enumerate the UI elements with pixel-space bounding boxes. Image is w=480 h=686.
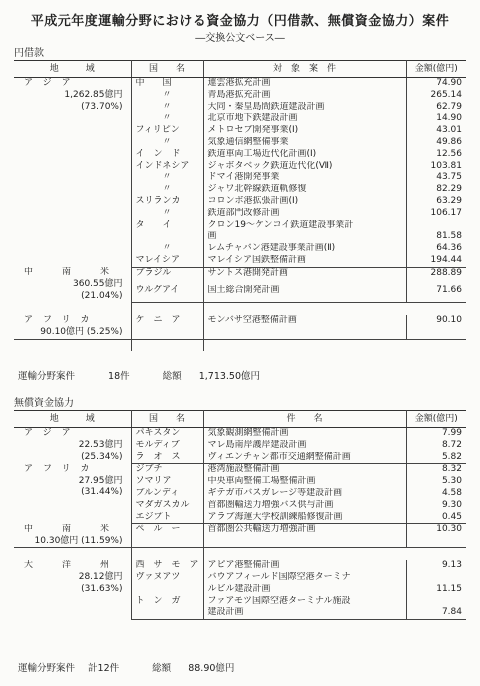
amount-cell: 49.86 <box>436 136 462 147</box>
amount-cell: 106.17 <box>430 207 462 218</box>
table-row <box>14 303 466 315</box>
project-cell: 国土総合開発計画 <box>203 285 406 303</box>
table-row <box>14 464 466 476</box>
region-amount: 1,262.85億円 <box>64 89 123 100</box>
country-cell: インドネシア <box>131 161 203 173</box>
grant-section-label: 無償資金協力 <box>14 398 74 409</box>
country-cell <box>131 607 203 619</box>
header-region: 地 域 <box>14 411 131 428</box>
country-cell: ソマリア <box>131 476 203 488</box>
header-country: 国 名 <box>131 411 203 428</box>
country-cell: マレイシア <box>131 255 203 267</box>
country-cell: スリランカ <box>131 196 203 208</box>
country-cell <box>131 231 203 243</box>
country-cell: 〃 <box>131 113 203 125</box>
country-cell: ケ ニ ア <box>131 315 203 339</box>
country-cell: 〃 <box>131 102 203 114</box>
summary-total: 88.90億円 <box>188 663 235 674</box>
amount-cell: 43.75 <box>436 172 462 183</box>
region-share: (25.34%) <box>81 451 123 462</box>
region-name: アジア <box>24 428 81 438</box>
amount-cell: 71.66 <box>406 285 466 303</box>
region-name: 大 洋 州 <box>24 560 120 571</box>
country-cell: 〃 <box>131 208 203 220</box>
country-cell: ト ン ガ <box>131 596 203 608</box>
table-row <box>14 524 466 548</box>
project-cell: バウアフィールド国際空港ターミナ <box>203 572 406 584</box>
project-cell: アラブ海運大学校訓練船修復計画 <box>203 512 406 524</box>
summary-label: 運輸分野案件 <box>18 371 76 382</box>
header-amount: 金額(億円) <box>406 61 466 78</box>
project-cell: ジャボタベック鉄道近代化(Ⅶ) <box>203 161 406 173</box>
project-cell: メトロセブ開発事業(Ⅰ) <box>203 125 406 137</box>
loan-summary <box>18 368 260 382</box>
table-row <box>14 339 466 351</box>
table-header-row <box>14 61 466 78</box>
header-country: 国 名 <box>131 61 203 78</box>
country-cell: 〃 <box>131 172 203 184</box>
country-cell: 〃 <box>131 243 203 255</box>
amount-cell: 103.81 <box>430 160 462 171</box>
region-cell <box>14 78 131 268</box>
region-cell <box>14 464 131 524</box>
amount-cell: 12.56 <box>436 148 462 159</box>
project-cell: 北京市地下鉄建設計画 <box>203 113 406 125</box>
region-name: アフリカ <box>24 314 100 325</box>
table-header-row <box>14 411 466 428</box>
grant-summary <box>18 660 234 674</box>
table-row <box>14 78 466 90</box>
page-title: 平成元年度運輸分野における資金協力（円借款、無償資金協力）案件 <box>30 14 450 29</box>
amount-cell: 7.99 <box>441 428 462 438</box>
amount-cell: 14.90 <box>436 113 462 124</box>
grant-table <box>14 410 466 620</box>
region-share: (21.04%) <box>81 290 123 301</box>
summary-total: 1,713.50億円 <box>198 371 261 382</box>
region-amount: 10.30億円 (11.59%) <box>34 535 123 546</box>
region-share: (73.70%) <box>81 101 123 112</box>
region-share: (31.63%) <box>81 583 123 594</box>
country-cell: 〃 <box>131 90 203 102</box>
region-name: アジア <box>24 78 81 88</box>
summary-total-label: 総額 <box>152 663 172 674</box>
table-row <box>14 267 466 285</box>
region-cell <box>14 315 131 339</box>
amount-cell: 9.30 <box>441 499 462 510</box>
amount-cell: 62.79 <box>436 101 462 112</box>
amount-cell: 265.14 <box>430 89 462 100</box>
region-amount: 90.10億円 (5.25%) <box>40 326 123 337</box>
table-row <box>14 428 466 440</box>
region-amount: 22.53億円 <box>78 439 123 450</box>
country-cell: タ イ <box>131 220 203 232</box>
amount-cell: 64.36 <box>436 243 462 254</box>
region-cell <box>14 560 131 619</box>
amount-cell: 4.58 <box>441 487 462 498</box>
region-share: (31.44%) <box>81 487 123 498</box>
project-cell: ジャワ北幹線鉄道軌修復 <box>203 184 406 196</box>
table-row <box>14 548 466 560</box>
amount-cell: 5.82 <box>406 452 466 464</box>
country-cell: ウルグアイ <box>131 285 203 303</box>
amount-cell: 10.30 <box>406 524 466 548</box>
project-cell: ルビル建設計画 <box>203 584 406 596</box>
country-cell: ラ オ ス <box>131 452 203 464</box>
amount-cell: 7.84 <box>406 607 466 619</box>
amount-cell <box>406 572 466 584</box>
country-cell: モルディブ <box>131 440 203 452</box>
country-cell: 〃 <box>131 137 203 149</box>
country-cell: イ ン ド <box>131 149 203 161</box>
amount-cell: 11.15 <box>436 583 462 594</box>
table-row <box>14 560 466 572</box>
region-amount: 28.12億円 <box>78 572 123 583</box>
project-cell: 連雲港拡充計画 <box>203 78 406 90</box>
summary-count: 計12件 <box>88 663 120 674</box>
table-row <box>14 315 466 339</box>
loan-table <box>14 60 466 351</box>
project-cell: ヴィエンチャン都市交通網整備計画 <box>203 452 406 464</box>
amount-cell: 82.29 <box>436 184 462 195</box>
amount-cell: 194.44 <box>406 255 466 267</box>
summary-count: 18件 <box>108 371 130 382</box>
amount-cell: 81.58 <box>436 231 462 242</box>
region-amount: 360.55億円 <box>73 279 123 290</box>
project-cell: モンバサ空港整備計画 <box>203 315 406 339</box>
header-project: 件 名 <box>203 411 406 428</box>
amount-cell: 8.32 <box>441 464 462 475</box>
project-cell: 港湾施設整備計画 <box>203 464 406 476</box>
amount-cell: 63.29 <box>436 195 462 206</box>
country-cell: ヴァヌアツ <box>131 572 203 584</box>
country-cell: 西 サ モ ア <box>131 560 203 572</box>
project-cell: ドマイ港開発事業 <box>203 172 406 184</box>
country-cell: ジブチ <box>131 464 203 476</box>
project-cell: 首都圏公共輸送力増強計画 <box>203 524 406 548</box>
region-name: 中 南 米 <box>24 267 120 278</box>
country-cell: 〃 <box>131 184 203 196</box>
header-region: 地 域 <box>14 61 131 78</box>
project-cell: サントス港開発計画 <box>203 267 406 285</box>
region-name: 中 南 米 <box>24 523 120 534</box>
project-cell: 鉄道部門改修計画 <box>203 208 406 220</box>
project-cell: アピア港整備計画 <box>203 560 406 572</box>
amount-cell: 90.10 <box>406 315 466 339</box>
project-cell: 気象観測網整備計画 <box>203 428 406 440</box>
project-cell: 建設計画 <box>203 607 406 619</box>
page-subtitle: ―交換公文ベース― <box>195 33 285 44</box>
region-amount: 27.95億円 <box>78 475 123 486</box>
country-cell: フィリピン <box>131 125 203 137</box>
country-cell <box>131 584 203 596</box>
project-cell: 大同・秦皇島間鉄道建設計画 <box>203 102 406 114</box>
country-cell: マダガスカル <box>131 500 203 512</box>
summary-label: 運輸分野案件 <box>18 663 76 674</box>
amount-cell: 74.90 <box>436 78 462 88</box>
header-project: 対 象 案 件 <box>203 61 406 78</box>
project-cell: コロンボ港拡張計画(Ⅰ) <box>203 196 406 208</box>
region-cell <box>14 524 131 548</box>
country-cell: 中 国 <box>131 78 203 90</box>
summary-total-label: 総額 <box>162 371 182 382</box>
amount-cell: 43.01 <box>436 125 462 136</box>
country-cell: ペ ル ー <box>131 524 203 548</box>
amount-cell: 288.89 <box>430 267 462 278</box>
loan-section-label: 円借款 <box>14 48 44 59</box>
header-amount: 金額(億円) <box>406 411 466 428</box>
country-cell: ブルンディ <box>131 488 203 500</box>
country-cell: ブラジル <box>131 267 203 285</box>
country-cell: パキスタン <box>131 428 203 440</box>
project-cell: マレイシア国鉄整備計画 <box>203 255 406 267</box>
amount-cell <box>406 220 466 232</box>
project-cell: マレ島南岸護岸建設計画 <box>203 440 406 452</box>
amount-cell: 5.30 <box>441 476 462 487</box>
amount-cell: 9.13 <box>441 560 462 571</box>
region-cell <box>14 267 131 302</box>
region-cell <box>14 428 131 464</box>
project-cell: 中央車両整備工場整備計画 <box>203 476 406 488</box>
project-cell: ギテガ市バスガレージ等建設計画 <box>203 488 406 500</box>
project-cell: レムチャバン港建設事業計画(Ⅱ) <box>203 243 406 255</box>
amount-cell <box>406 596 466 608</box>
project-cell: 青島港拡充計画 <box>203 90 406 102</box>
project-cell: クロン19～ケンコイ鉄道建設事業計 <box>203 220 406 232</box>
project-cell: 首都圏輸送力増強バス供与計画 <box>203 500 406 512</box>
region-name: アフリカ <box>24 463 100 474</box>
project-cell: 画 <box>203 231 406 243</box>
amount-cell: 8.72 <box>441 439 462 450</box>
project-cell: 気象通信網整備事業 <box>203 137 406 149</box>
amount-cell: 0.45 <box>406 512 466 524</box>
project-cell: 鉄道車両工場近代化計画(Ⅰ) <box>203 149 406 161</box>
country-cell: エジプト <box>131 512 203 524</box>
project-cell: ファアモツ国際空港ターミナル施設 <box>203 596 406 608</box>
